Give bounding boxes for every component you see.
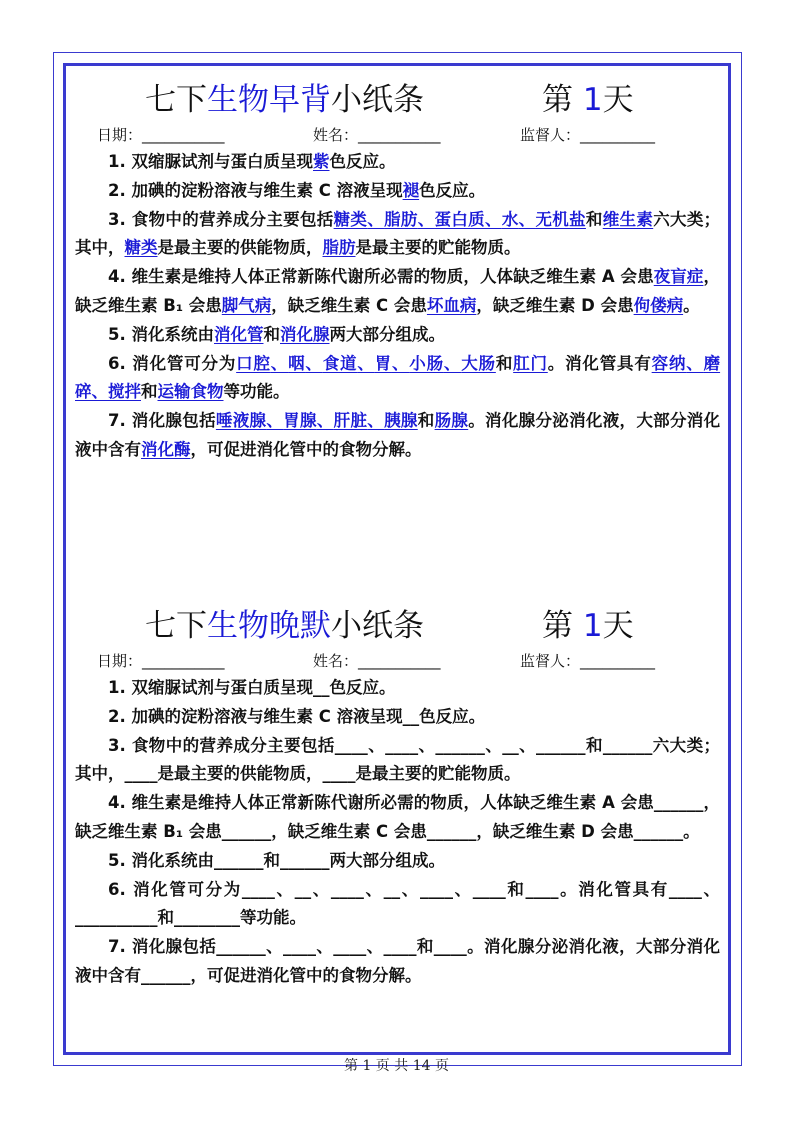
evening-q3: 3. 食物中的营养成分主要包括____、____、______、__、______和______六大类；其中，____是最主要的供能物质，____是最主要的贮能物质。 xyxy=(75,735,720,784)
morning-info-row xyxy=(75,122,720,148)
page-footer: 第 1 页 共 14 页 xyxy=(344,1058,449,1074)
evening-q2: 2. 加碘的淀粉溶液与维生素 C 溶液呈现__色反应。 xyxy=(108,706,486,726)
morning-q4: 4. 维生素是维持人体正常新陈代谢所必需的物质，人体缺乏维生素 A 会患夜盲症，缺乏维生素 B₁ 会患脚气病，缺乏维生素 C 会患坏血病，缺乏维生素 D 会患佝偻病。 xyxy=(75,267,720,315)
supervisor-field: 监督人：__________ xyxy=(520,652,656,670)
evening-q6: 6. 消化管可分为____、__、____、__、____、____和____。消化管具有____、__________和________等功能。 xyxy=(75,879,720,928)
evening-q4: 4. 维生素是维持人体正常新陈代谢所必需的物质，人体缺乏维生素 A 会患______，缺乏维生素 B₁ 会患______，缺乏维生素 C 会患______，缺乏维生素 D 会患______。 xyxy=(75,793,720,841)
morning-title xyxy=(75,78,720,122)
date-field: 日期：___________ xyxy=(97,126,225,144)
evening-q1: 1. 双缩脲试剂与蛋白质呈现__色反应。 xyxy=(108,678,396,697)
evening-day: 第 1天 xyxy=(542,608,634,644)
morning-q2: 2. 加碘的淀粉溶液与维生素 C 溶液呈现褪色反应。 xyxy=(108,180,486,200)
morning-section xyxy=(75,78,720,465)
morning-q3: 3. 食物中的营养成分主要包括糖类、脂肪、蛋白质、水、无机盐和维生素六大类；其中，糖类是最主要的供能物质，脂肪是最主要的贮能物质。 xyxy=(75,209,721,258)
evening-section xyxy=(75,604,720,991)
morning-title-text: 七下生物早背小纸条 xyxy=(145,82,424,118)
morning-q7: 7. 消化腺包括唾液腺、胃腺、肝脏、胰腺和肠腺。消化腺分泌消化液，大部分消化液中含有消化酶，可促进消化管中的食物分解。 xyxy=(75,411,721,459)
evening-title xyxy=(75,604,720,648)
evening-q7: 7. 消化腺包括______、____、____、____和____。消化腺分泌消化液，大部分消化液中含有______，可促进消化管中的食物分解。 xyxy=(75,937,720,985)
evening-title-text: 七下生物晚默小纸条 xyxy=(145,608,424,644)
date-field: 日期：___________ xyxy=(97,652,225,670)
evening-questions xyxy=(75,674,720,991)
morning-questions xyxy=(75,148,720,465)
evening-info-row xyxy=(75,648,720,674)
morning-day: 第 1天 xyxy=(542,82,634,118)
supervisor-field: 监督人：__________ xyxy=(520,126,656,144)
morning-q6: 6. 消化管可分为口腔、咽、食道、胃、小肠、大肠和肛门。消化管具有容纳、磨碎、搅拌和运输食物等功能。 xyxy=(75,353,721,402)
evening-q5: 5. 消化系统由______和______两大部分组成。 xyxy=(108,850,445,870)
name-field: 姓名：___________ xyxy=(313,126,441,144)
morning-q5: 5. 消化系统由消化管和消化腺两大部分组成。 xyxy=(108,324,445,344)
morning-q1: 1. 双缩脲试剂与蛋白质呈现紫色反应。 xyxy=(108,152,396,171)
name-field: 姓名：___________ xyxy=(313,652,441,670)
